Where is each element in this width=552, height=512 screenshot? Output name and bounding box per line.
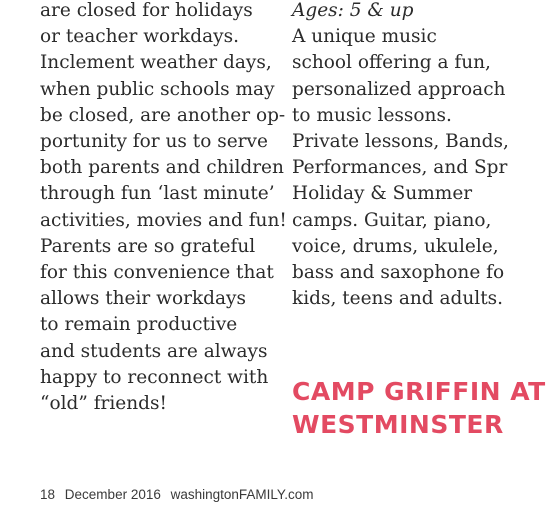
left-text-column [40,0,287,417]
page-number: 18 [40,487,56,502]
right-line: to music lessons. [292,104,452,126]
right-line: bass and saxophone fo [292,262,505,284]
left-line: “old” friends! [40,393,167,415]
left-line: be closed, are another op- [40,104,286,126]
left-line: allows their workdays [40,288,246,310]
left-line: through fun ‘last minute’ [40,183,275,205]
left-line: are closed for holidays [40,0,253,21]
right-line: Holiday & Summer [292,183,473,205]
ages-label: Ages: 5 & up [292,0,414,21]
right-line: personalized approach [292,78,506,100]
right-line: A unique music [292,26,437,48]
right-line: Private lessons, Bands, [292,131,509,153]
section-heading [292,375,546,441]
right-line: kids, teens and adults. [292,288,504,310]
left-line: Parents are so grateful [40,235,256,257]
right-line: voice, drums, ukulele, [292,235,499,257]
heading-line-2: WESTMINSTER [292,410,504,439]
right-line: Performances, and Spr [292,157,508,179]
right-line: school offering a fun, [292,52,491,74]
left-line: when public schools may [40,78,275,100]
right-text-column [292,0,552,312]
issue-date: December 2016 [64,487,161,502]
left-line: Inclement weather days, [40,52,272,74]
left-line: to remain productive [40,314,238,336]
heading-line-1: CAMP GRIFFIN AT [292,377,546,406]
site-url: washingtonFAMILY.com [170,487,314,502]
left-line: portunity for us to serve [40,131,268,153]
right-line: camps. Guitar, piano, [292,209,492,231]
page-footer [40,487,319,502]
left-line: activities, movies and fun! [40,209,287,231]
left-line: or teacher workdays. [40,26,239,48]
left-line: and students are always [40,340,268,362]
left-line: happy to reconnect with [40,366,269,388]
left-line: both parents and children [40,157,284,179]
left-line: for this convenience that [40,262,274,284]
